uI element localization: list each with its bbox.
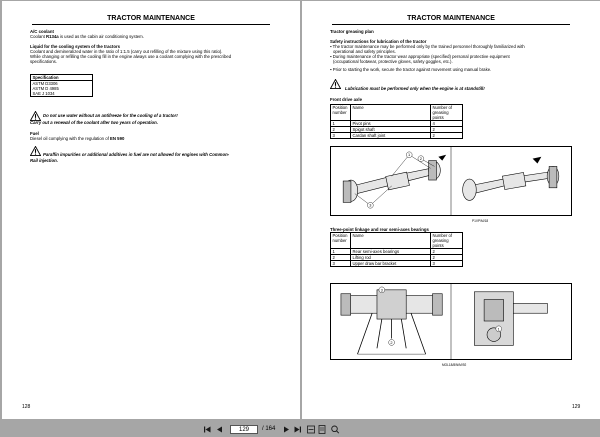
svg-text:2: 2 bbox=[419, 156, 422, 162]
paraffin-warning-line-2: Rail injection. bbox=[30, 158, 58, 163]
first-page-icon[interactable] bbox=[203, 424, 212, 435]
safety-bullet-3: ▪ Prior to starting the work, secure the tractor against movement using manual brake. bbox=[330, 67, 492, 72]
cell: 4 bbox=[431, 121, 463, 127]
front-axle-heading: Front drive axle bbox=[330, 97, 362, 102]
warning-triangle-icon bbox=[30, 146, 41, 156]
cell: Cardan shaft joint bbox=[351, 133, 431, 139]
svg-text:1: 1 bbox=[408, 152, 411, 158]
spec-header: Specification bbox=[31, 75, 93, 81]
spec-row: SAE J 1034 bbox=[31, 91, 93, 97]
cell: 1 bbox=[331, 121, 351, 127]
ac-coolant-text: Coolant R134a is used as the cabin air conditioning system. bbox=[30, 34, 144, 39]
col-header: Name bbox=[351, 105, 431, 121]
specification-table bbox=[30, 74, 93, 97]
three-point-linkage-heading: Three-point linkage and rear semi-axes bearings bbox=[330, 227, 429, 232]
liquid-text-line-3: specifications. bbox=[30, 59, 57, 64]
zoom-icon[interactable] bbox=[330, 424, 340, 435]
liquid-heading: Liquid for the cooling system of the tractors bbox=[30, 44, 121, 49]
cell: Spigot shaft bbox=[351, 127, 431, 133]
liquid-text-line-2: While changing or refilling the cooling fill in the engine always use a coolant complying with the prescribed bbox=[30, 54, 232, 59]
ac-coolant-heading: A/C coolant bbox=[30, 29, 54, 34]
right-page bbox=[302, 1, 600, 419]
fuel-text: Diesel oil complying with the regulation of EN 590 bbox=[30, 136, 125, 141]
three-point-linkage-table bbox=[330, 232, 463, 267]
front-axle-illustration bbox=[330, 146, 572, 216]
page-title: TRACTOR MAINTENANCE bbox=[407, 15, 495, 22]
page-title: TRACTOR MAINTENANCE bbox=[107, 15, 195, 22]
page-number-input[interactable]: 129 bbox=[230, 425, 258, 434]
safety-bullet-1-cont: operational and safety principles. bbox=[333, 49, 396, 54]
cell: 3 bbox=[431, 261, 463, 267]
antifreeze-warning-line-1: Do not use water without an antifreeze for the cooling of a tractor! bbox=[43, 113, 178, 118]
cell: 2 bbox=[431, 127, 463, 133]
safety-bullet-1: ▪ The tractor maintenance may be performed only by the trained personnel thoroughly familiarized with bbox=[330, 44, 525, 49]
cell: 2 bbox=[431, 133, 463, 139]
cell: 2 bbox=[331, 127, 351, 133]
title-rule bbox=[32, 24, 270, 25]
figure-caption: P1VP/M/18 bbox=[472, 219, 489, 223]
next-page-icon[interactable] bbox=[282, 424, 291, 435]
cell: Upper draw bar bracket bbox=[351, 261, 431, 267]
fuel-heading: Fuel bbox=[30, 131, 39, 136]
col-header: Position number bbox=[331, 105, 351, 121]
lubrication-warning: Lubrication must be performed only when the engine is at standstill! bbox=[345, 86, 485, 91]
three-point-linkage-illustration bbox=[330, 283, 572, 360]
warning-triangle-icon bbox=[330, 79, 341, 89]
table-row bbox=[331, 261, 463, 267]
cell: 1 bbox=[331, 249, 351, 255]
spec-row: ASTM D 4985 bbox=[31, 86, 93, 91]
safety-heading: Safety instructions for lubrication of the tractor bbox=[330, 39, 427, 44]
svg-text:3: 3 bbox=[380, 287, 383, 293]
greasing-plan-heading: Tractor greasing plan bbox=[330, 29, 374, 34]
spec-row: ASTM D3306 bbox=[31, 81, 93, 87]
cell: 2 bbox=[431, 255, 463, 261]
cell: 3 bbox=[331, 133, 351, 139]
safety-bullet-2: ▪ During maintenance of the tractor wear appropriate (specified) personal protective equipment bbox=[330, 54, 510, 59]
cell: Rear semi-axes bearings bbox=[351, 249, 431, 255]
cell: 3 bbox=[331, 261, 351, 267]
cell: 2 bbox=[431, 249, 463, 255]
title-rule bbox=[332, 24, 570, 25]
paraffin-warning-line-1: Paraffin impurities or additional additives in fuel are not allowed for engines with Common- bbox=[43, 152, 230, 157]
fit-page-icon[interactable] bbox=[317, 424, 327, 435]
cell: Pivot pins bbox=[351, 121, 431, 127]
liquid-text-line-1: Coolant and demineralized water in the ratio of 1:1.5 (carry out refilling of the mixture using this ratio). bbox=[30, 49, 223, 54]
col-header: Name bbox=[351, 233, 431, 249]
figure-caption: MOL18/8/N/M/92 bbox=[442, 363, 467, 367]
cell: 2 bbox=[331, 255, 351, 261]
col-header: Number of greasing points bbox=[431, 233, 463, 249]
page-number: 129 bbox=[572, 404, 581, 410]
col-header: Position number bbox=[331, 233, 351, 249]
pdf-viewer-toolbar bbox=[0, 422, 600, 437]
table-row bbox=[331, 133, 463, 139]
previous-page-icon[interactable] bbox=[215, 424, 224, 435]
svg-text:1: 1 bbox=[497, 326, 500, 332]
svg-text:3: 3 bbox=[369, 202, 372, 208]
antifreeze-warning-line-2: Carry out a renewal of the coolant after two years of operation. bbox=[30, 120, 158, 125]
front-axle-table bbox=[330, 104, 463, 139]
fit-width-icon[interactable] bbox=[306, 424, 316, 435]
left-page bbox=[2, 1, 300, 419]
total-pages: / 164 bbox=[262, 426, 276, 432]
last-page-icon[interactable] bbox=[293, 424, 302, 435]
svg-text:2: 2 bbox=[390, 339, 393, 345]
cell: Lifting rod bbox=[351, 255, 431, 261]
safety-bullet-2-cont: (occupational footwear, protective gloves, safety goggles, etc.). bbox=[333, 59, 453, 64]
col-header: Number of greasing points bbox=[431, 105, 463, 121]
page-number: 128 bbox=[22, 404, 31, 410]
